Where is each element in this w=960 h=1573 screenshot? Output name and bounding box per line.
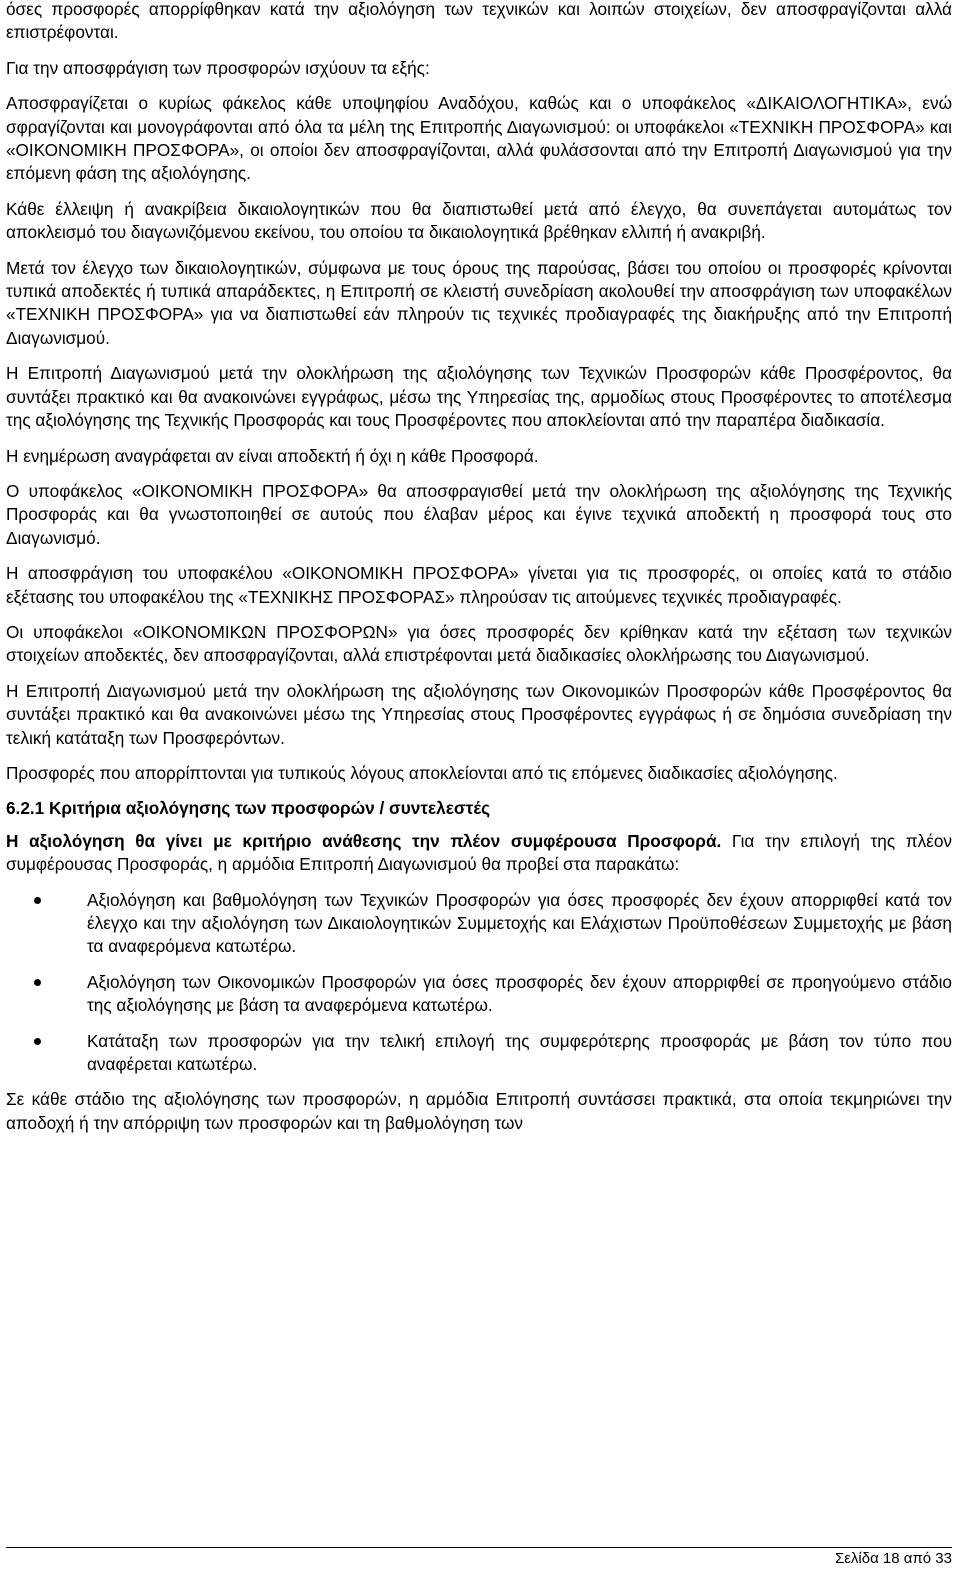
paragraph-technical-evaluation: Η Επιτροπή Διαγωνισμού μετά την ολοκλήρωση της αξιολόγησης των Τεχνικών Προσφορών κάθε Προσφέροντος, θα συντάξει πρακτικό και θα ανακοινώνει εγγράφως, μέσω της Υπηρεσίας της, αρμοδίως στους Προσφέροντες το αποτέλεσμα της αξιολόγησης της Τεχνικής Προσφοράς και τους Προσφέροντες που αποκλείονται από την παραπέρα διαδικασία. xyxy=(6,363,952,431)
paragraph-unsealing-intro: Για την αποσφράγιση των προσφορών ισχύουν τα εξής: xyxy=(6,57,430,78)
list-item xyxy=(6,1030,952,1077)
footer-divider xyxy=(6,1547,952,1548)
paragraph-notification: Η ενημέρωση αναγράφεται αν είναι αποδεκτή ή όχι η κάθε Προσφορά. xyxy=(6,445,539,466)
evaluation-steps-list xyxy=(6,889,952,1077)
award-criterion-bold: Η αξιολόγηση θα γίνει με κριτήριο ανάθεσης την πλέον συμφέρουσα Προσφορά. xyxy=(6,830,722,851)
paragraph-returned-offers: όσες προσφορές απορρίφθηκαν κατά την αξιολόγηση των τεχνικών και λοιπών στοιχείων, δεν αποσφραγίζονται αλλά επιστρέφονται. xyxy=(6,0,952,43)
paragraph-missing-documents: Κάθε έλλειψη ή ανακρίβεια δικαιολογητικών που θα διαπιστωθεί μετά από έλεγχο, θα συνεπάγεται αυτομάτως τον αποκλεισμό του διαγωνιζόμενου εκείνου, του οποίου τα δικαιολογητικά βρέθηκαν ελλιπή ή ανακριβή. xyxy=(6,198,952,243)
paragraph-technical-unsealing: Μετά τον έλεγχο των δικαιολογητικών, σύμφωνα με τους όρους της παρούσας, βάσει του οποίου οι προσφορές κρίνονται τυπικά αποδεκτές ή τυπικά απαράδεκτες, η Επιτροπή σε κλειστή συνεδρίαση ακολουθεί την αποσφράγιση των υποφακέλων «ΤΕΧΝΙΚΗ ΠΡΟΣΦΟΡΑ» για να διαπιστωθεί εάν πληρούν τις τεχνικές προδιαγραφές της διακήρυξης από την Επιτροπή Διαγωνισμού. xyxy=(6,257,952,348)
bullet-icon xyxy=(34,1038,41,1045)
list-item-text: Αξιολόγηση των Οικονομικών Προσφορών για όσες προσφορές δεν έχουν απορριφθεί σε προηγούμενο στάδιο της αξιολόγησης με βάση τα αναφερόμενα κατωτέρω. xyxy=(87,971,952,1016)
paragraph-award-criterion xyxy=(6,830,952,877)
document-page xyxy=(6,0,952,1147)
bullet-icon xyxy=(34,979,41,986)
list-item xyxy=(6,889,952,959)
bullet-icon xyxy=(34,897,41,904)
award-criterion-rest: Για την επιλογή της πλέον συμφέρουσας Προσφοράς, η αρμόδια Επιτροπή Διαγωνισμού θα προβεί στα παρακάτω: xyxy=(6,830,952,875)
paragraph-rejected-financial: Οι υποφάκελοι «ΟΙΚΟΝΟΜΙΚΩΝ ΠΡΟΣΦΟΡΩΝ» για όσες προσφορές δεν κρίθηκαν κατά την εξέταση των τεχνικών στοιχείων αποδεκτές, δεν αποσφραγίζονται, αλλά επιστρέφονται μετά διαδικασίες ολοκλήρωσης του Διαγωνισμού. xyxy=(6,621,952,666)
paragraph-financial-envelope: Ο υποφάκελος «ΟΙΚΟΝΟΜΙΚΗ ΠΡΟΣΦΟΡΑ» θα αποσφραγισθεί μετά την ολοκλήρωση της αξιολόγησης της Τεχνικής Προσφοράς και θα γνωστοποιηθεί σε αυτούς που έλαβαν μέρος και έγινε τεχνικά αποδεκτή η προσφορά τους στο Διαγωνισμό. xyxy=(6,480,952,548)
page-number: Σελίδα 18 από 33 xyxy=(834,1550,952,1567)
paragraph-formal-rejection: Προσφορές που απορρίπτονται για τυπικούς λόγους αποκλείονται από τις επόμενες διαδικασίες αξιολόγησης. xyxy=(6,762,838,783)
paragraph-closing: Σε κάθε στάδιο της αξιολόγησης των προσφορών, η αρμόδια Επιτροπή συντάσσει πρακτικά, στα οποία τεκμηριώνει την αποδοχή ή την απόρριψη των προσφορών και τη βαθμολόγηση των xyxy=(6,1089,952,1133)
section-heading: 6.2.1 Κριτήρια αξιολόγησης των προσφορών / συντελεστές xyxy=(6,798,491,819)
list-item-text: Αξιολόγηση και βαθμολόγηση των Τεχνικών Προσφορών για όσες προσφορές δεν έχουν απορριφθεί κατά τον έλεγχο και την αξιολόγηση των Δικαιολογητικών Συμμετοχής και Ελάχιστων Προϋποθέσεων Συμμετοχής με βάση τα αναφερόμενα κατωτέρω. xyxy=(87,889,952,957)
list-item-text: Κατάταξη των προσφορών για την τελική επιλογή της συμφερότερης προσφοράς με βάση τον τύπο που αναφέρεται κατωτέρω. xyxy=(87,1030,952,1075)
paragraph-main-envelope: Αποσφραγίζεται ο κυρίως φάκελος κάθε υποψηφίου Αναδόχου, καθώς και ο υποφάκελος «ΔΙΚΑΙΟΛΟΓΗΤΙΚΑ», ενώ σφραγίζονται και μονογράφονται από όλα τα μέλη της Επιτροπής Διαγωνισμού: οι υποφάκελοι «ΤΕΧΝΙΚΗ ΠΡΟΣΦΟΡΑ» και «ΟΙΚΟΝΟΜΙΚΗ ΠΡΟΣΦΟΡΑ», οι οποίοι δεν αποσφραγίζονται, αλλά φυλάσσονται από την Επιτροπή Διαγωνισμού για την επόμενη φάση της αξιολόγησης. xyxy=(6,93,952,184)
paragraph-financial-evaluation: Η Επιτροπή Διαγωνισμού μετά την ολοκλήρωση της αξιολόγησης των Οικονομικών Προσφορών κάθε Προσφέροντος θα συντάξει πρακτικό και θα ανακοινώνει μέσω της Υπηρεσίας στους Προσφέροντες εγγράφως ή σε δημόσια συνεδρίαση την τελική κατάταξη των Προσφερόντων. xyxy=(6,680,952,748)
paragraph-financial-unsealing: Η αποσφράγιση του υποφακέλου «ΟΙΚΟΝΟΜΙΚΗ ΠΡΟΣΦΟΡΑ» γίνεται για τις προσφορές, οι οποίες κατά το στάδιο εξέτασης του υποφακέλου της «ΤΕΧΝΙΚΗΣ ΠΡΟΣΦΟΡΑΣ» πληρούσαν τις αιτούμενες τεχνικές προδιαγραφές. xyxy=(6,563,952,607)
list-item xyxy=(6,971,952,1018)
